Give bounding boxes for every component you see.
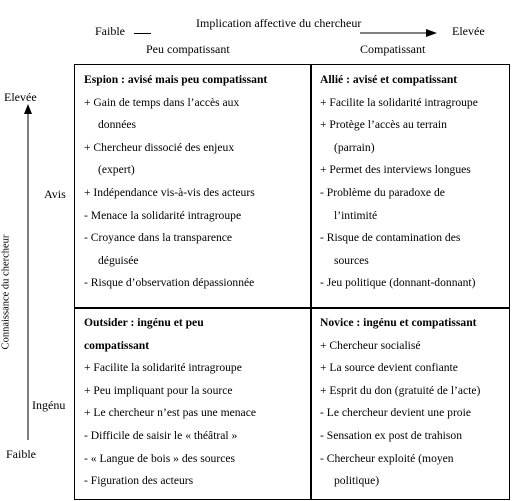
quadrant-line: l’intimité [334,208,378,222]
quadrant-line: + Protège l’accès au terrain [320,118,447,132]
quadrant-line: + La source devient confiante [320,361,458,375]
vertical-divider [310,65,312,499]
quadrant-line: + Indépendance vis-à-vis des acteurs [84,185,255,199]
quadrant-espion [84,69,267,295]
quadrant-title-word: ingénu [137,316,171,329]
quadrant-line: données [98,118,136,132]
quadrant-matrix [74,64,510,500]
quadrant-line: - Risque de contamination des [320,231,461,245]
quadrant-line: + Chercheur socialisé [320,338,421,352]
quadrant-line: + Esprit du don (gratuité de l’acte) [320,383,481,397]
vertical-axis-low-label: Faible [6,447,36,461]
vertical-axis-title: Connaissance du chercheur [0,234,12,350]
quadrant-line: + Chercheur dissocié des enjeux [84,140,235,154]
quadrant-title-word: Outsider : [84,316,135,329]
quadrant-title: Allié : avisé et compatissant [320,73,458,86]
quadrant-line: - Menace la solidarité intragroupe [84,208,242,222]
quadrant-novice [320,312,480,493]
quadrant-line: - Problème du paradoxe de [320,185,445,199]
quadrant-line: - Figuration des acteurs [84,474,194,488]
quadrant-line: + Gain de temps dans l’accès aux [84,95,240,109]
quadrant-line: - Chercheur exploité (moyen [320,451,454,465]
horizontal-divider [75,307,509,309]
quadrant-line: - Croyance dans la transparence [84,231,233,245]
horizontal-axis-dash [134,33,151,34]
quadrant-title: Novice : ingénu et compatissant [320,316,477,329]
quadrant-line: + Peu impliquant pour la source [84,383,233,397]
up-arrow-icon [22,104,34,440]
quadrant-outsider [84,312,302,493]
right-arrow-icon [360,27,440,39]
horizontal-axis-title: Implication affective du chercheur [196,16,362,30]
quadrant-title-word: peu [185,316,204,329]
row-label-avis: Avis [44,187,66,201]
quadrant-line: politique) [334,474,380,488]
row-label-ingenu: Ingénu [32,398,66,412]
quadrant-line: + Permet des interviews longues [320,163,471,177]
quadrant-line: - Sensation ex post de trahison [320,428,463,442]
vertical-axis-high-label: Elevée [4,90,37,104]
quadrant-line: sources [334,253,369,267]
quadrant-line: - « Langue de bois » des sources [84,451,236,465]
quadrant-line: + Facilite la solidarité intragroupe [84,361,242,375]
quadrant-line: (expert) [98,163,135,177]
quadrant-title [84,312,302,335]
horizontal-axis-low-label: Faible [95,24,125,38]
quadrant-title-word: et [173,316,183,329]
quadrant-line: - Difficile de saisir le « théâtral » [84,428,238,442]
quadrant-line: - Risque d’observation dépassionnée [84,276,255,290]
quadrant-line: - Le chercheur devient une proie [320,406,471,420]
quadrant-line: déguisée [98,253,139,267]
horizontal-axis-high-label: Elevée [452,24,485,38]
left-column-subtitle: Peu compatissant [146,42,230,56]
quadrant-title-line2: compatissant [84,338,150,352]
quadrant-title: Espion : avisé mais peu compatissant [84,73,268,86]
quadrant-line: - Jeu politique (donnant-donnant) [320,276,476,290]
quadrant-line: (parrain) [334,140,375,154]
right-column-subtitle: Compatissant [360,42,426,56]
quadrant-line: + Facilite la solidarité intragroupe [320,95,478,109]
quadrant-line: + Le chercheur n’est pas une menace [84,406,256,420]
quadrant-allie [320,69,478,295]
